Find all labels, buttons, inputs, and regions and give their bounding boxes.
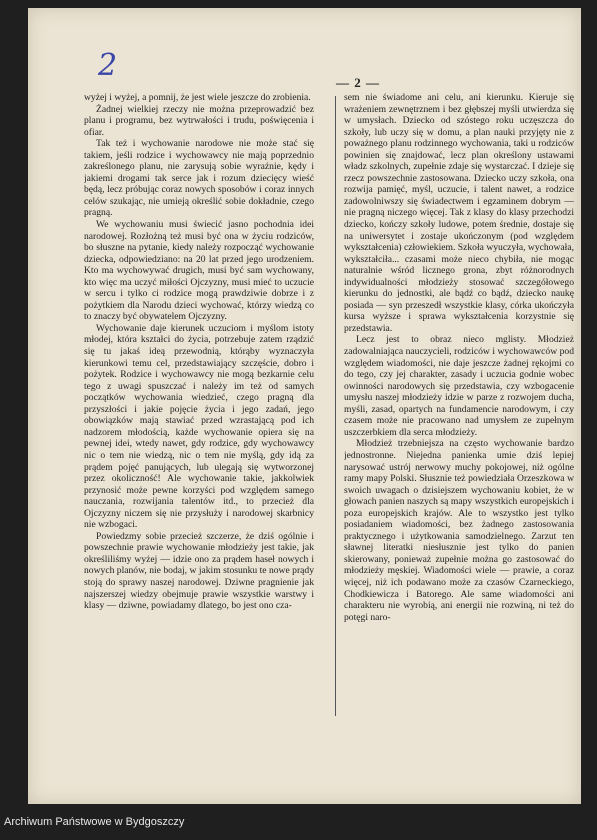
handwritten-page-number: 2 [98, 48, 118, 83]
paragraph: Powiedzmy sobie przecież szczerze, że dziś ogólnie i powszechnie prawie wychowanie młodzieży jest takie, jak określiliśmy wyżej — idzie ono za prądem haseł nowych i nowych planów, nie bodaj, w jakim stosunku te nowe prądy stoją do sprawy naszej narodowej. Dziwne pragnienie jak najszerszej wiedzy obejmuje prawie wszystkie warstwy i klasy — dziwne, powiadamy dlatego, bo jest ono cza- [84, 530, 314, 612]
paragraph: wyżej i wyżej, a pomnij, że jest wiele jeszcze do zrobienia. [84, 92, 311, 103]
paragraph: Młodzież trzebniejsza na często wychowanie bardzo jednostronne. Niejedna panienka umie dziś lepiej narysować ustrój nerwowy muchy pokojowej, niż ogólne ramy mapy Polski. Słusznie też powiedziała Orzeszkowa w swoich uwagach o dzisiejszem wychowaniu kobiet, że w głowach panien naszych są mapy wszystkich europejskich i poza europejskich krajów. Ale to wszystko jest tylko posiadaniem wiadomości, bez żadnego zastosowania praktycznego i użytkowania samodzielnego. Zarzut ten sławnej literatki niesłusznie jest tylko do panien skierowany, ponieważ zupełnie można go zastosować do młodzieży męskiej. Wiadomości wiele — prawie, a coraz więcej, niż ich podawano może za czasów Czarneckiego, Chodkiewicza i Batorego. Ale same wiadomości ani charakteru nie wyrobią, ani energii nie rozwiną, ni też do potęgi naro- [344, 438, 574, 623]
paragraph: We wychowaniu musi świecić jasno pochodnia idei narodowej. Rozłożną też musi być ona w życiu rodziców, bo słuszne na pytanie, kiedy należy rozpocząć wychowanie dziecka, odpowiedziano: na 20 lat przed jego urodzeniem. Kto ma wychowywać drugich, musi być sam wychowany, kto więc ma uczyć miłości Ojczyzny, musi mieć to uczucie w sercu i tylko ci rodzice mogą prawdziwie dobrze i z pożytkiem dla Narodu dzieci wychować, którzy wiedzą co to znaczy być obywatelem Ojczyzny. [84, 219, 314, 323]
paragraph: sem nie świadome ani celu, ani kierunku. Kieruje się wrażeniem zewnętrznem i bez głębszej myśli utwierdza się w umysłach. Dziecko od szóstego roku uczęszcza do szkoły, lub uczy się w domu, a plan nauki przyjęty nie z poważnego planu rodzinnego wychowania, taki u rodziców powinien się znajdować, lecz plan określony ustawami władz szkolnych, zupełnie zdaje się wystarczać. I dzieje się rzecz powszechnie zastosowana. Dziecko uczy szkoła, ona rozwija pamięć, myśl, uczucie, i talent nawet, a rodzice zadowolniwszy się świadectwem i egzaminem dobrym — nie pragną niczego więcej. Tak z klasy do klasy przechodzi dziecko, kończy szkoły ludowe, potem średnie, dostaje się na uniwersytet i zostaje ukończonym (pod względem wykształcenia) człowiekiem. Szkoła wyuczyła, wychowała, wykształciła... czasami może nieco chybiła, nie mogąc naturalnie wśród licznego grona, zbyt różnorodnych indywidualności młodzieży stosować szczegółowego kierunku do jednostki, ale bądź co bądź, dziecko naukę posiada — syn przeszedł wszystkie klasy, córka ukończyła kursa wyższe i sprawa wykształcenia korzystnie się przedstawia. [344, 92, 574, 334]
paragraph: Tak też i wychowanie narodowe nie może stać się takiem, jeśli rodzice i wychowawcy nie mają poprzednio zakreślonego planu, nie zarysują sobie wyraźnie, kędy i jakiemi drogami tak serce jak i rozum dziecięcy wieść będą, lecz próbując coraz nowych sposobów i coraz innych celów szukając, nie umieją określić sobie dokładnie, czego pragną. [84, 138, 314, 219]
page-number: — 2 — [336, 75, 380, 90]
paragraph: Wychowanie daje kierunek uczuciom i myślom istoty młodej, która kształci do życia, potrzebuje zatem rządzić się tu jakaś ideą przewodnią, którąby wyznaczyła kierunkowi temu cel, przedstawiający szczęście, dobro i pożytek. Rodzice i wychowawcy nie mogą bezkarnie celu tego z uwagi spuszczać i należy im też od samych początków wychowania wiedzieć, czego pragną dla przyszłości i jakie pojęcie życia i jego zadań, jego obowiązków mają stawiać przed wzrastającą pod ich nadzorem młodością, każde wychowanie opiera się na pewnej idei, wtedy nawet, gdy rodzice, gdy wychowawcy nic o tem nie wiedzą, nic o tem nie myślą, gdy idą za prądem pojęć panujących, lub ulegają się wytworzonej przez okoliczność! Ale wychowanie takie, jakkolwiek przynosić może pewne korzyści pod względem samego nauczania, rozwijania talentów itd., to przecież dla Ojczyzny niczem się nie przysłuży i narodowej skarbnicy nie wzbogaci. [84, 322, 314, 531]
archive-footer: Archiwum Państwowe w Bydgoszczy [0, 804, 597, 840]
column-divider [335, 96, 336, 716]
paragraph: Żadnej wielkiej rzeczy nie można przeprowadzić bez planu i programu, bez wytrwałości i trudu, poświęcenia i ofiar. [84, 103, 314, 138]
right-text-column [344, 92, 574, 722]
paragraph: Lecz jest to obraz nieco mglisty. Młodzież zadowalniająca nauczycieli, rodziców i wychowawców pod względem wiadomości, nie daje jeszcze żadnej rękojmi co do tego, czy jej charakter, zasady i uczucia godnie wobec owinności narodowych się przedstawia, czy wzbogacenie umysłu naszej młodzieży idzie w parze z rozwojem ducha, myśli, zasad, opartych na fundamencie narodowym, i czy czasem może nie pracowano nad umysłem ze zupełnym uszczerbkiem dla serca młodzieży. [344, 334, 574, 438]
left-text-column [84, 92, 314, 722]
